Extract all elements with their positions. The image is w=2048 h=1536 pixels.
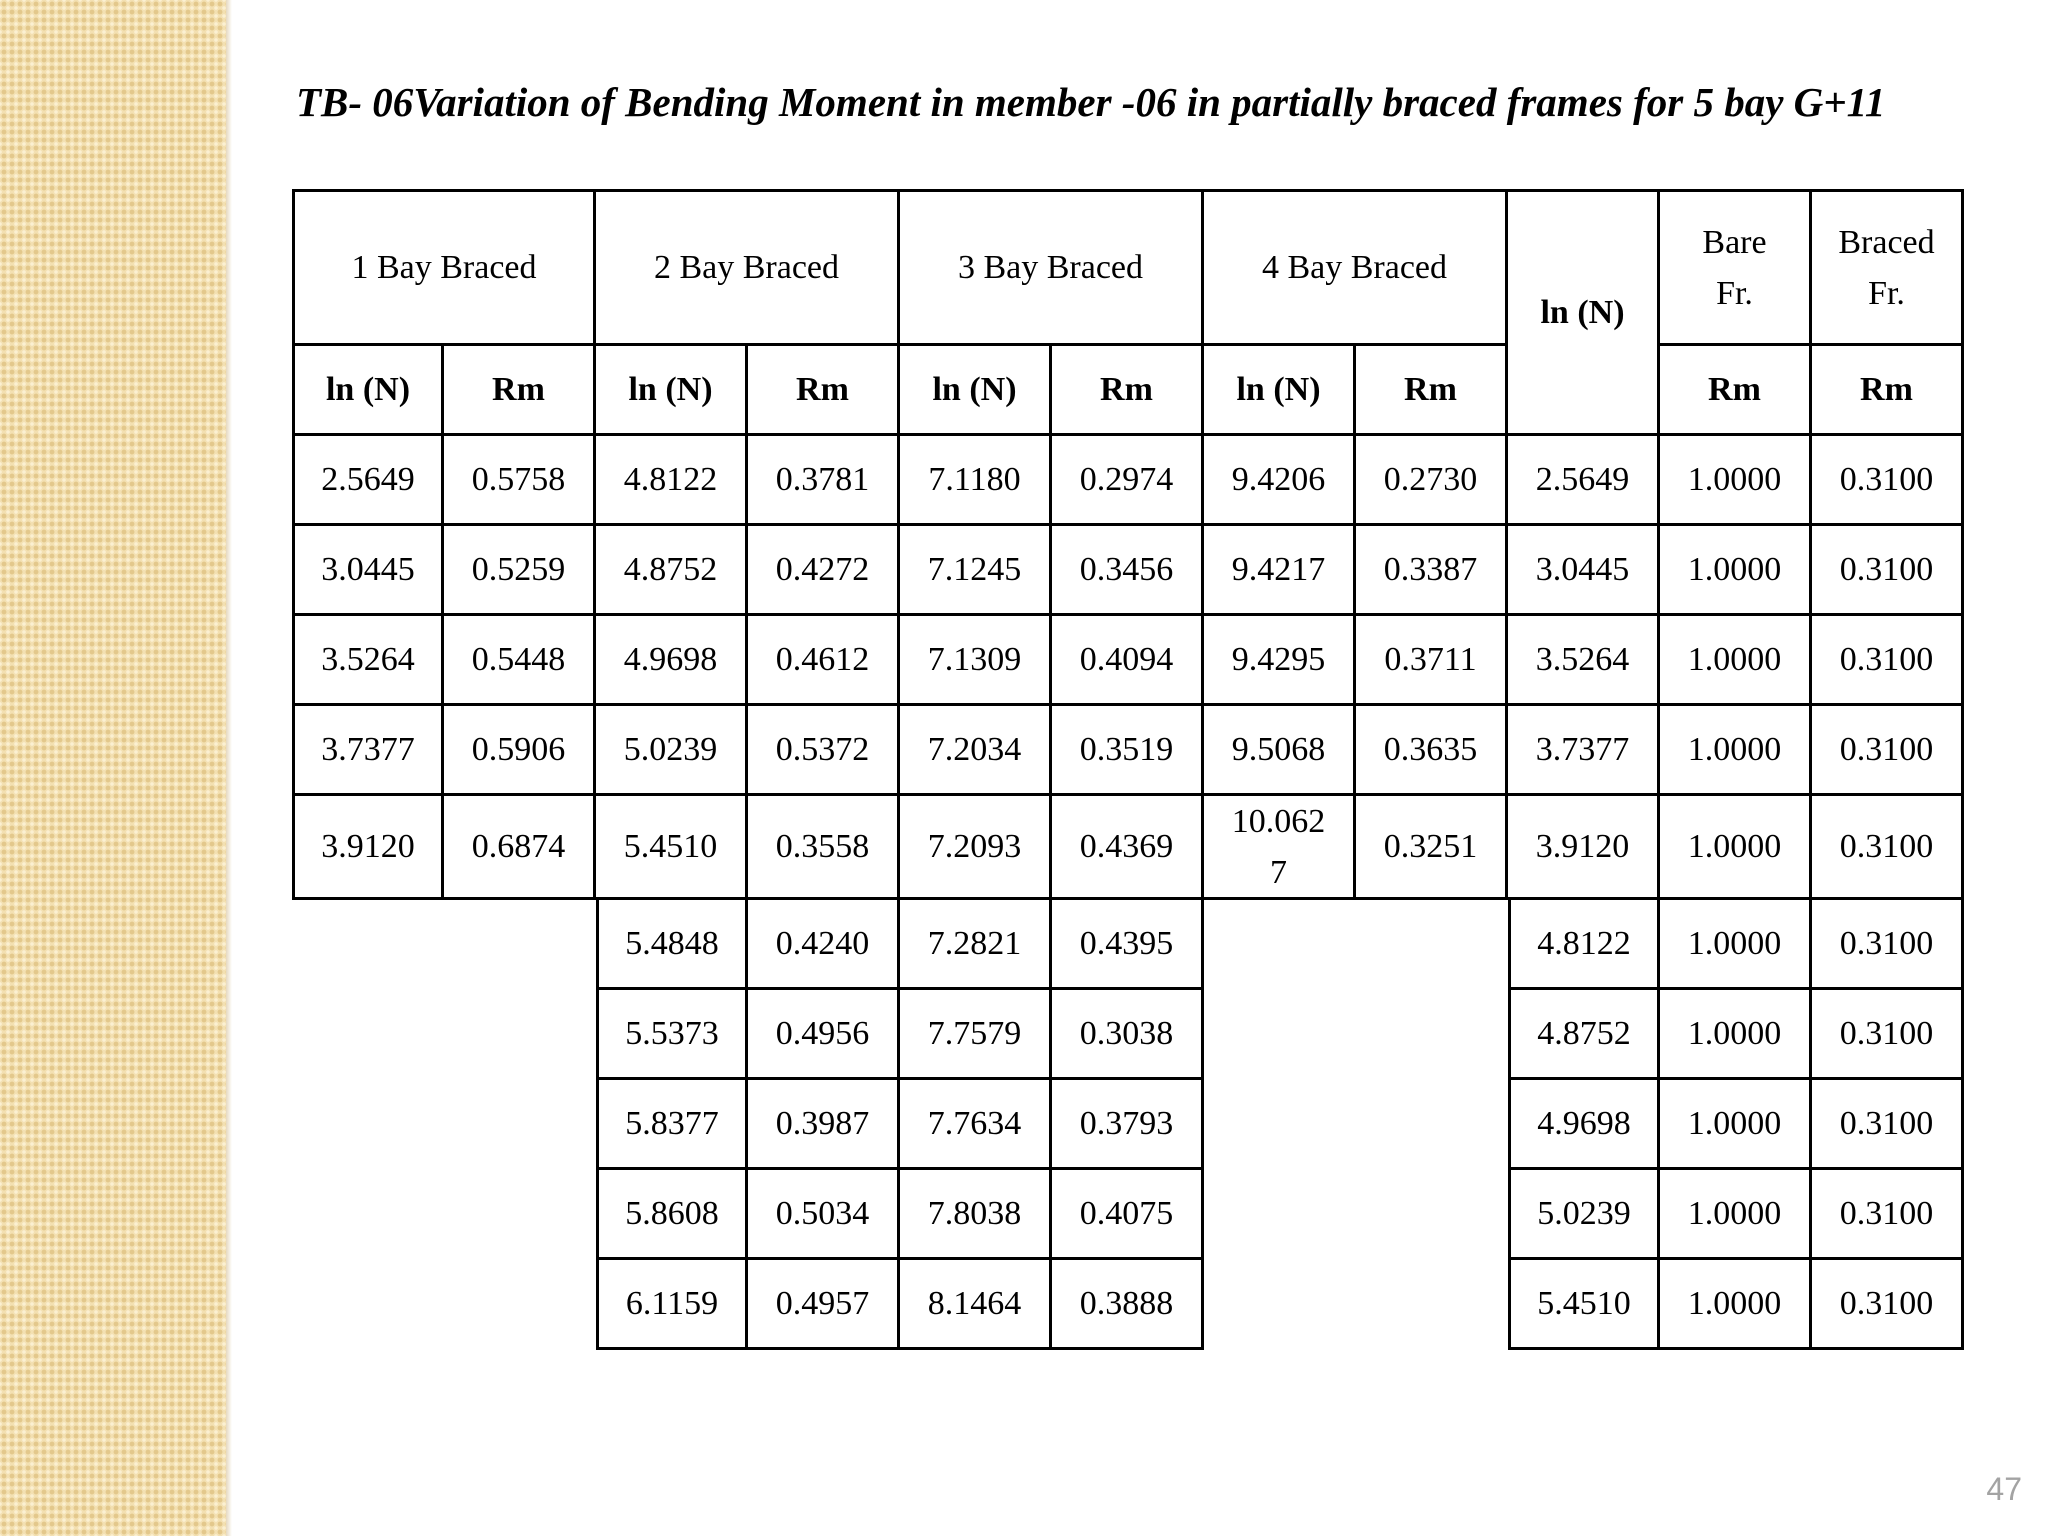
- cell-2-bay-ln: [596, 1170, 748, 1260]
- cell-bare-frame-rm-text: 1.0000: [1687, 1285, 1782, 1322]
- cell-3-bay-ln: [900, 990, 1052, 1080]
- cell-bare-frame-rm-text: 1.0000: [1687, 828, 1782, 865]
- cell-3-bay-rm: [1052, 990, 1204, 1080]
- cell-bare-frame-rm-text: 1.0000: [1687, 731, 1782, 768]
- cell-2-bay-ln-text: 4.8122: [623, 461, 718, 498]
- cell-3-bay-rm-text: 0.2974: [1079, 461, 1174, 498]
- cell-bare-frame-rm-text: 1.0000: [1687, 1105, 1782, 1142]
- cell-1-bay-ln: [292, 616, 444, 706]
- cell-braced-frame-rm-text: 0.3100: [1839, 1015, 1934, 1052]
- cell-3-bay-rm-text: 0.3793: [1079, 1105, 1174, 1142]
- cell-reference-ln-text: 4.9698: [1537, 1105, 1631, 1142]
- cell-3-bay-rm-text: 0.4075: [1079, 1195, 1174, 1232]
- cell-2-bay-rm: [748, 526, 900, 616]
- cell-2-bay-ln: [596, 616, 748, 706]
- cell-reference-ln-text: 3.9120: [1535, 828, 1630, 865]
- cell-4-bay-rm-text: 0.3387: [1383, 551, 1478, 588]
- cell-2-bay-rm-text: 0.5034: [775, 1195, 870, 1232]
- cell-1-bay-rm-text: 0.5906: [471, 731, 566, 768]
- cell-4-bay-ln-text: 9.4217: [1231, 551, 1326, 588]
- cell-2-bay-rm: [748, 1080, 900, 1170]
- cell-braced-frame-rm-text: 0.3100: [1839, 1105, 1934, 1142]
- subheader-rm-2: [748, 346, 900, 436]
- page-number: 47: [1986, 1471, 2022, 1507]
- cell-3-bay-ln: [900, 1080, 1052, 1170]
- cell-bare-frame-rm: [1660, 1080, 1812, 1170]
- group-header-1-bay: [292, 189, 596, 346]
- subheader-ln-4: [1204, 346, 1356, 436]
- cell-reference-ln-text: 4.8752: [1537, 1015, 1631, 1052]
- group-header-3-bay: [900, 189, 1204, 346]
- cell-2-bay-ln-text: 5.8377: [625, 1105, 719, 1142]
- cell-3-bay-ln: [900, 1170, 1052, 1260]
- cell-3-bay-ln: [900, 706, 1052, 796]
- cell-reference-ln-text: 5.4510: [1537, 1285, 1631, 1322]
- cell-bare-frame-rm: [1660, 616, 1812, 706]
- cell-2-bay-rm-text: 0.4956: [775, 1015, 870, 1052]
- cell-bare-frame-rm-text: 1.0000: [1687, 1015, 1782, 1052]
- subheader-rm-3-text: Rm: [1100, 371, 1153, 408]
- cell-3-bay-rm-text: 0.4369: [1079, 828, 1174, 865]
- cell-1-bay-ln-text: 3.0445: [321, 551, 415, 588]
- cell-1-bay-rm: [444, 616, 596, 706]
- subheader-ln-2: [596, 346, 748, 436]
- cell-1-bay-ln-text: 3.9120: [321, 828, 415, 865]
- cell-3-bay-ln: [900, 526, 1052, 616]
- cell-1-bay-ln-text: 3.5264: [321, 641, 415, 678]
- subheader-rm-3: [1052, 346, 1204, 436]
- cell-braced-frame-rm: [1812, 706, 1964, 796]
- side-band-edge: [226, 0, 232, 1536]
- cell-3-bay-rm-text: 0.3456: [1079, 551, 1174, 588]
- cell-2-bay-ln: [596, 706, 748, 796]
- cell-2-bay-rm-text: 0.4240: [775, 925, 870, 962]
- cell-braced-frame-rm-text: 0.3100: [1839, 551, 1934, 588]
- cell-reference-ln: [1508, 900, 1660, 990]
- cell-2-bay-ln-text: 5.4510: [623, 828, 718, 865]
- cell-braced-frame-rm: [1812, 900, 1964, 990]
- cell-reference-ln-text: 4.8122: [1537, 925, 1631, 962]
- subheader-ln-4-text: ln (N): [1236, 371, 1321, 408]
- decorative-side-band: [0, 0, 226, 1536]
- cell-4-bay-ln-text: 9.5068: [1231, 731, 1326, 768]
- cell-3-bay-rm-text: 0.4094: [1079, 641, 1174, 678]
- cell-3-bay-rm: [1052, 616, 1204, 706]
- cell-2-bay-rm: [748, 1170, 900, 1260]
- subheader-rm-bare: [1660, 346, 1812, 436]
- cell-bare-frame-rm: [1660, 796, 1812, 900]
- cell-2-bay-ln: [596, 1260, 748, 1350]
- cell-2-bay-rm: [748, 1260, 900, 1350]
- cell-bare-frame-rm: [1660, 706, 1812, 796]
- cell-reference-ln: [1508, 1260, 1660, 1350]
- bare-frame-header: [1660, 189, 1812, 346]
- cell-bare-frame-rm: [1660, 526, 1812, 616]
- cell-reference-ln-text: 2.5649: [1535, 461, 1630, 498]
- cell-braced-frame-rm-text: 0.3100: [1839, 641, 1934, 678]
- cell-braced-frame-rm-text: 0.3100: [1839, 1195, 1934, 1232]
- cell-2-bay-rm: [748, 436, 900, 526]
- cell-4-bay-rm-text: 0.3251: [1383, 828, 1478, 865]
- cell-3-bay-rm-text: 0.4395: [1079, 925, 1174, 962]
- cell-braced-frame-rm-text: 0.3100: [1839, 925, 1934, 962]
- group-header-4-bay-text: 4 Bay Braced: [1261, 249, 1448, 286]
- cell-3-bay-rm-text: 0.3519: [1079, 731, 1174, 768]
- subheader-ln-3-text: ln (N): [932, 371, 1017, 408]
- cell-braced-frame-rm: [1812, 436, 1964, 526]
- cell-2-bay-ln-text: 6.1159: [625, 1285, 719, 1322]
- cell-reference-ln-text: 3.7377: [1535, 731, 1630, 768]
- cell-4-bay-ln-text: 9.4206: [1231, 461, 1326, 498]
- cell-reference-ln: [1508, 616, 1660, 706]
- cell-2-bay-rm: [748, 900, 900, 990]
- cell-1-bay-rm-text: 0.5448: [471, 641, 566, 678]
- cell-4-bay-rm-text: 0.2730: [1383, 461, 1478, 498]
- group-header-1-bay-text: 1 Bay Braced: [351, 249, 537, 286]
- subheader-ln-3: [900, 346, 1052, 436]
- subheader-rm-4-text: Rm: [1404, 371, 1457, 408]
- braced-frame-header: [1812, 189, 1964, 346]
- cell-2-bay-ln: [596, 1080, 748, 1170]
- cell-reference-ln: [1508, 706, 1660, 796]
- cell-4-bay-ln-text: 10.062 7: [1231, 802, 1326, 891]
- cell-2-bay-ln-text: 5.8608: [625, 1195, 719, 1232]
- cell-4-bay-rm: [1356, 436, 1508, 526]
- cell-3-bay-ln-text: 7.2034: [927, 731, 1022, 768]
- cell-3-bay-rm: [1052, 796, 1204, 900]
- cell-braced-frame-rm-text: 0.3100: [1839, 461, 1934, 498]
- cell-1-bay-rm: [444, 436, 596, 526]
- cell-2-bay-rm: [748, 616, 900, 706]
- cell-2-bay-rm: [748, 706, 900, 796]
- cell-reference-ln-text: 5.0239: [1537, 1195, 1631, 1232]
- cell-4-bay-rm: [1356, 616, 1508, 706]
- cell-3-bay-ln: [900, 796, 1052, 900]
- subheader-rm-bare-text: Rm: [1708, 371, 1761, 408]
- cell-bare-frame-rm: [1660, 1260, 1812, 1350]
- cell-3-bay-rm: [1052, 1260, 1204, 1350]
- cell-bare-frame-rm-text: 1.0000: [1687, 1195, 1782, 1232]
- cell-2-bay-ln: [596, 990, 748, 1080]
- cell-3-bay-ln-text: 7.1180: [928, 461, 1021, 498]
- cell-bare-frame-rm-text: 1.0000: [1687, 461, 1782, 498]
- subheader-ln-1-text: ln (N): [325, 371, 411, 408]
- cell-braced-frame-rm: [1812, 1260, 1964, 1350]
- cell-reference-ln: [1508, 526, 1660, 616]
- cell-4-bay-ln: [1204, 796, 1356, 900]
- cell-braced-frame-rm: [1812, 1170, 1964, 1260]
- cell-braced-frame-rm-text: 0.3100: [1839, 828, 1934, 865]
- subheader-rm-braced: [1812, 346, 1964, 436]
- cell-reference-ln-text: 3.0445: [1535, 551, 1630, 588]
- cell-bare-frame-rm: [1660, 990, 1812, 1080]
- cell-3-bay-ln: [900, 900, 1052, 990]
- cell-2-bay-ln-text: 4.8752: [623, 551, 718, 588]
- cell-2-bay-ln: [596, 900, 748, 990]
- cell-3-bay-ln-text: 7.1309: [927, 641, 1022, 678]
- cell-bare-frame-rm-text: 1.0000: [1687, 925, 1782, 962]
- braced-frame-header-text: Braced Fr.: [1838, 223, 1935, 312]
- cell-1-bay-rm-text: 0.6874: [471, 828, 566, 865]
- subheader-rm-4: [1356, 346, 1508, 436]
- cell-2-bay-ln-text: 5.5373: [625, 1015, 719, 1052]
- cell-1-bay-rm-text: 0.5259: [471, 551, 566, 588]
- cell-3-bay-rm-text: 0.3038: [1079, 1015, 1174, 1052]
- cell-braced-frame-rm: [1812, 796, 1964, 900]
- cell-2-bay-rm-text: 0.5372: [775, 731, 870, 768]
- cell-braced-frame-rm: [1812, 616, 1964, 706]
- cell-3-bay-rm: [1052, 1080, 1204, 1170]
- cell-1-bay-rm-text: 0.5758: [471, 461, 566, 498]
- cell-1-bay-ln: [292, 796, 444, 900]
- cell-2-bay-rm-text: 0.3987: [775, 1105, 870, 1142]
- cell-1-bay-ln-text: 3.7377: [321, 731, 415, 768]
- cell-2-bay-rm: [748, 796, 900, 900]
- subheader-rm-1: [444, 346, 596, 436]
- cell-bare-frame-rm: [1660, 1170, 1812, 1260]
- cell-4-bay-rm: [1356, 526, 1508, 616]
- group-header-2-bay: [596, 189, 900, 346]
- cell-1-bay-ln: [292, 526, 444, 616]
- cell-3-bay-rm: [1052, 436, 1204, 526]
- bending-moment-table: [292, 189, 1964, 1339]
- cell-1-bay-ln: [292, 706, 444, 796]
- ln-reference-header: [1508, 189, 1660, 436]
- subheader-rm-2-text: Rm: [796, 371, 849, 408]
- cell-braced-frame-rm: [1812, 990, 1964, 1080]
- cell-bare-frame-rm: [1660, 900, 1812, 990]
- ln-reference-header-text: ln (N): [1540, 294, 1625, 331]
- cell-4-bay-rm-text: 0.3635: [1383, 731, 1478, 768]
- cell-reference-ln: [1508, 990, 1660, 1080]
- cell-braced-frame-rm: [1812, 526, 1964, 616]
- cell-4-bay-rm: [1356, 796, 1508, 900]
- cell-bare-frame-rm: [1660, 436, 1812, 526]
- cell-3-bay-rm: [1052, 1170, 1204, 1260]
- subheader-ln-1: [292, 346, 444, 436]
- subheader-ln-2-text: ln (N): [628, 371, 713, 408]
- cell-1-bay-ln: [292, 436, 444, 526]
- cell-1-bay-rm: [444, 526, 596, 616]
- cell-reference-ln: [1508, 1170, 1660, 1260]
- cell-2-bay-rm: [748, 990, 900, 1080]
- group-header-4-bay: [1204, 189, 1508, 346]
- cell-2-bay-ln-text: 4.9698: [623, 641, 718, 678]
- cell-4-bay-ln-text: 9.4295: [1231, 641, 1326, 678]
- group-header-3-bay-text: 3 Bay Braced: [957, 249, 1144, 286]
- cell-braced-frame-rm-text: 0.3100: [1839, 1285, 1934, 1322]
- cell-2-bay-ln-text: 5.0239: [623, 731, 718, 768]
- cell-4-bay-rm-text: 0.3711: [1384, 641, 1477, 678]
- cell-3-bay-ln-text: 8.1464: [927, 1285, 1022, 1322]
- cell-3-bay-ln-text: 7.1245: [927, 551, 1022, 588]
- cell-bare-frame-rm-text: 1.0000: [1687, 641, 1782, 678]
- cell-3-bay-ln-text: 7.7634: [927, 1105, 1022, 1142]
- cell-3-bay-ln-text: 7.2093: [927, 828, 1022, 865]
- cell-bare-frame-rm-text: 1.0000: [1687, 551, 1782, 588]
- cell-braced-frame-rm-text: 0.3100: [1839, 731, 1934, 768]
- cell-3-bay-rm: [1052, 526, 1204, 616]
- cell-2-bay-rm-text: 0.3558: [775, 828, 870, 865]
- cell-4-bay-ln: [1204, 436, 1356, 526]
- cell-2-bay-ln: [596, 526, 748, 616]
- cell-3-bay-ln-text: 7.2821: [927, 925, 1022, 962]
- cell-2-bay-ln: [596, 436, 748, 526]
- cell-3-bay-ln-text: 7.7579: [927, 1015, 1022, 1052]
- cell-1-bay-rm: [444, 706, 596, 796]
- group-header-2-bay-text: 2 Bay Braced: [653, 249, 840, 286]
- cell-reference-ln: [1508, 1080, 1660, 1170]
- subheader-rm-braced-text: Rm: [1860, 371, 1913, 408]
- cell-2-bay-ln: [596, 796, 748, 900]
- cell-3-bay-rm: [1052, 706, 1204, 796]
- cell-4-bay-ln: [1204, 706, 1356, 796]
- cell-3-bay-ln: [900, 616, 1052, 706]
- cell-braced-frame-rm: [1812, 1080, 1964, 1170]
- cell-2-bay-rm-text: 0.4272: [775, 551, 870, 588]
- cell-2-bay-rm-text: 0.4612: [775, 641, 870, 678]
- cell-4-bay-rm: [1356, 706, 1508, 796]
- cell-2-bay-rm-text: 0.3781: [775, 461, 870, 498]
- cell-3-bay-rm: [1052, 900, 1204, 990]
- cell-reference-ln: [1508, 796, 1660, 900]
- cell-2-bay-rm-text: 0.4957: [775, 1285, 870, 1322]
- cell-3-bay-rm-text: 0.3888: [1079, 1285, 1174, 1322]
- bare-frame-header-text: Bare Fr.: [1702, 223, 1767, 312]
- subheader-rm-1-text: Rm: [492, 371, 545, 408]
- cell-3-bay-ln-text: 7.8038: [927, 1195, 1022, 1232]
- cell-4-bay-ln: [1204, 526, 1356, 616]
- cell-3-bay-ln: [900, 436, 1052, 526]
- table-title: TB- 06Variation of Bending Moment in member -06 in partially braced frames for 5 bay G+11: [296, 79, 1886, 125]
- cell-1-bay-ln-text: 2.5649: [321, 461, 415, 498]
- cell-4-bay-ln: [1204, 616, 1356, 706]
- cell-3-bay-ln: [900, 1260, 1052, 1350]
- cell-reference-ln: [1508, 436, 1660, 526]
- cell-1-bay-rm: [444, 796, 596, 900]
- cell-reference-ln-text: 3.5264: [1535, 641, 1630, 678]
- cell-2-bay-ln-text: 5.4848: [625, 925, 719, 962]
